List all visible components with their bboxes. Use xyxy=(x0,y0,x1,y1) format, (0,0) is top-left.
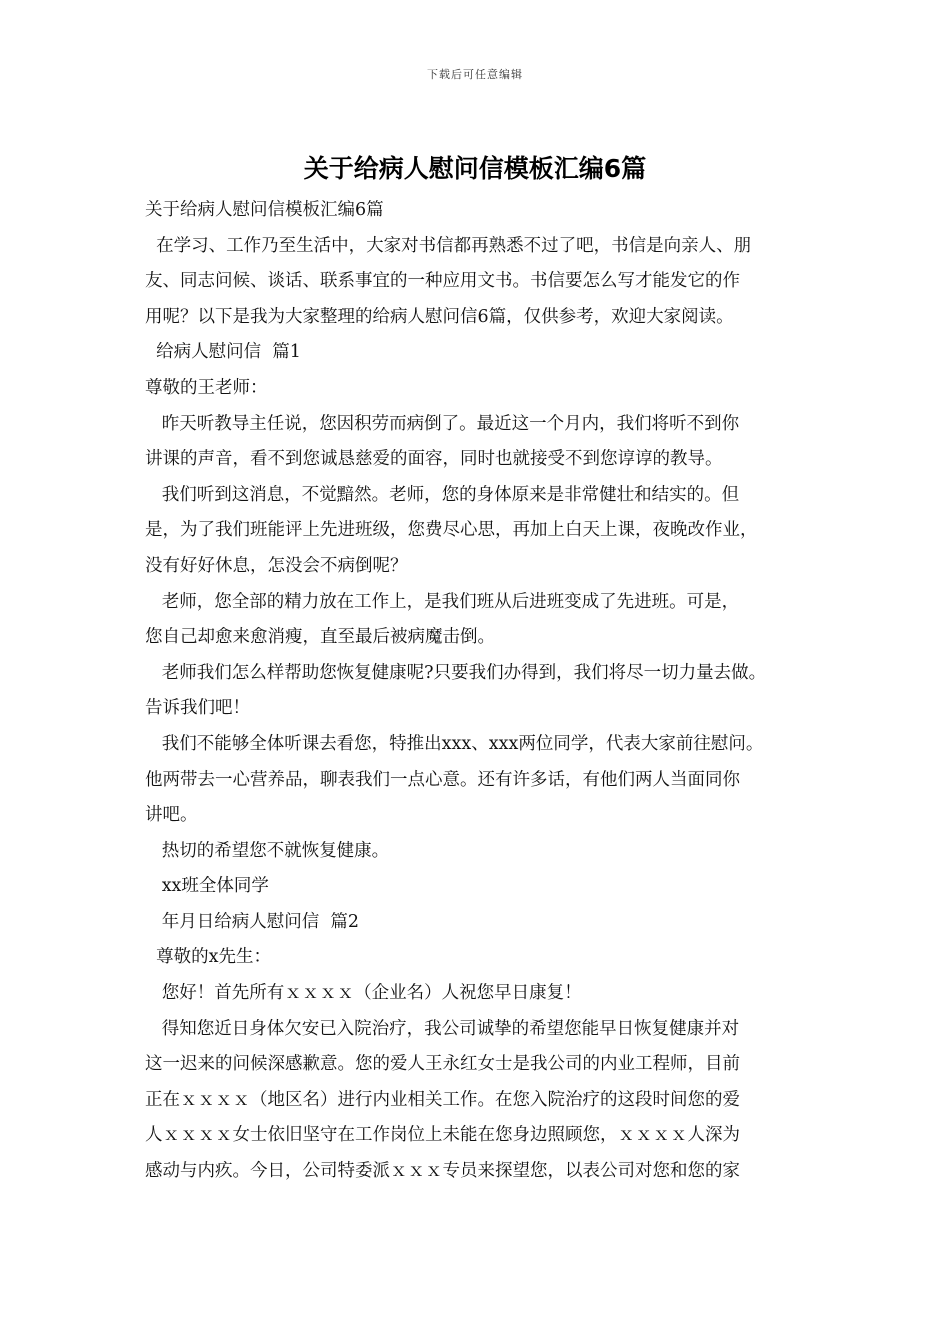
text-line: 在学习、工作乃至生活中，大家对书信都再熟悉不过了吧，书信是向亲人、朋 xyxy=(145,235,752,256)
text-line: 关于给病人慰问信模板汇编6篇 xyxy=(145,200,384,220)
text-line: 给病人慰问信 篇1 xyxy=(145,342,301,363)
text-line: 我们不能够全体听课去看您，特推出xxx、xxx两位同学，代表大家前往慰问。 xyxy=(145,733,764,754)
text-line: 是，为了我们班能评上先进班级，您费尽心思，再加上白天上课，夜晚改作业， xyxy=(145,520,758,541)
text-line: 昨天听教导主任说，您因积劳而病倒了。最近这一个月内，我们将听不到你 xyxy=(145,413,740,434)
text-line: 讲吧。 xyxy=(145,805,198,826)
text-line: 人ｘｘｘｘ女士依旧坚守在工作岗位上未能在您身边照顾您，ｘｘｘｘ人深为 xyxy=(145,1125,740,1146)
text-line: 我们听到这消息，不觉黯然。老师，您的身体原来是非常健壮和结实的。但 xyxy=(145,484,740,505)
text-line: 他两带去一心营养品，聊表我们一点心意。还有许多话，有他们两人当面同你 xyxy=(145,769,740,790)
text-line: 年月日给病人慰问信 篇2 xyxy=(145,911,359,932)
text-line: 这一迟来的问候深感歉意。您的爱人王永红女士是我公司的内业工程师，目前 xyxy=(145,1054,740,1075)
document-title: 关于给病人慰问信模板汇编6篇 xyxy=(303,154,647,183)
text-line: 讲课的声音，看不到您诚恳慈爱的面容，同时也就接受不到您谆谆的教导。 xyxy=(145,449,723,470)
text-line: 友、同志问候、谈话、联系事宜的一种应用文书。书信要怎么写才能发它的作 xyxy=(145,271,740,292)
text-line: 老师，您全部的精力放在工作上，是我们班从后进班变成了先进班。可是， xyxy=(145,591,740,612)
text-line: 老师我们怎么样帮助您恢复健康呢?只要我们办得到，我们将尽一切力量去做。 xyxy=(145,662,767,683)
text-line: 告诉我们吧！ xyxy=(145,698,250,719)
text-line: 用呢？以下是我为大家整理的给病人慰问信6篇，仅供参考，欢迎大家阅读。 xyxy=(145,306,734,327)
text-line: 热切的希望您不就恢复健康。 xyxy=(145,840,390,861)
text-line: 尊敬的x先生： xyxy=(145,947,271,968)
text-line: 您好！首先所有ｘｘｘｘ（企业名）人祝您早日康复！ xyxy=(145,983,582,1004)
text-line: 您自己却愈来愈消瘦，直至最后被病魔击倒。 xyxy=(145,627,495,648)
text-line: 尊敬的王老师： xyxy=(145,377,268,398)
header-note: 下载后可任意编辑 xyxy=(427,68,523,81)
text-line: 正在ｘｘｘｘ（地区名）进行内业相关工作。在您入院治疗的这段时间您的爱 xyxy=(145,1089,740,1110)
document-body xyxy=(145,193,825,1190)
text-line: 没有好好休息，怎没会不病倒呢？ xyxy=(145,555,408,576)
text-line: xx班全体同学 xyxy=(145,876,269,897)
text-line: 感动与内疚。今日，公司特委派ｘｘｘ专员来探望您，以表公司对您和您的家 xyxy=(145,1161,740,1182)
text-line: 得知您近日身体欠安已入院治疗，我公司诚挚的希望您能早日恢复健康并对 xyxy=(145,1018,740,1039)
